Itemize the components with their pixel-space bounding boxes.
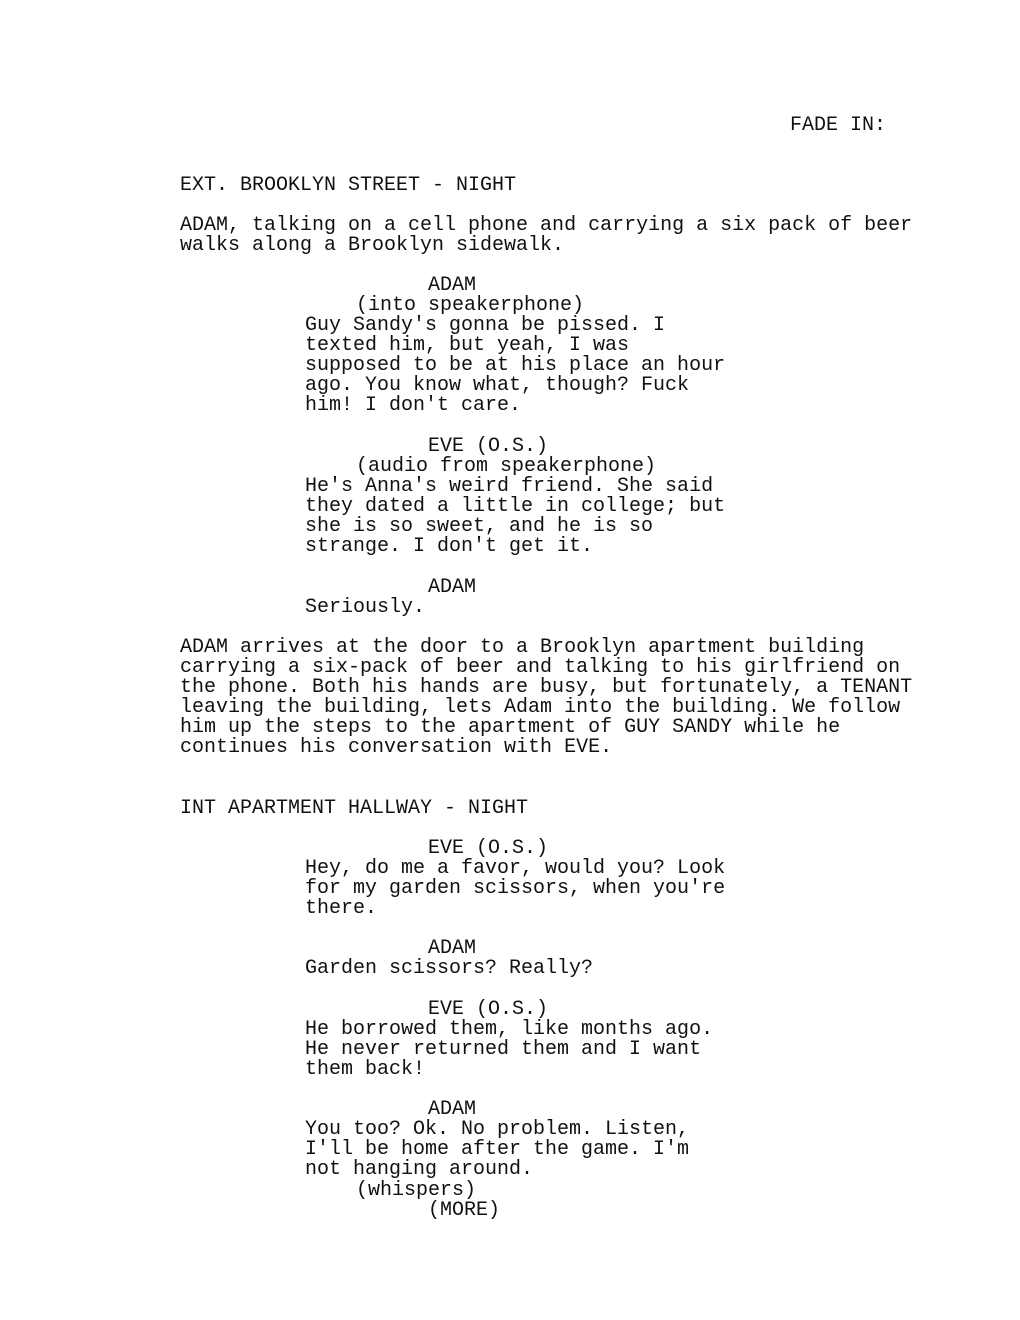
dialogue-line: him! I don't care. <box>305 394 522 417</box>
dialogue-line: she is so sweet, and he is so <box>305 515 654 538</box>
parenthetical: (whispers) <box>356 1179 477 1202</box>
transition: FADE IN: <box>790 114 887 137</box>
dialogue-line: Seriously. <box>305 596 426 619</box>
parenthetical: (audio from speakerphone) <box>356 455 657 478</box>
dialogue-line: there. <box>305 897 378 920</box>
dialogue-line: texted him, but yeah, I was <box>305 334 630 357</box>
dialogue-line: Hey, do me a favor, would you? Look <box>305 857 726 880</box>
action-line: the phone. Both his hands are busy, but fortunately, a TENANT <box>180 676 913 699</box>
dialogue-line: Garden scissors? Really? <box>305 957 594 980</box>
dialogue-line: He's Anna's weird friend. She said <box>305 475 714 498</box>
action-line: leaving the building, lets Adam into the building. We follow <box>180 696 901 719</box>
character-name: EVE (O.S.) <box>428 998 549 1021</box>
dialogue-line: not hanging around. <box>305 1158 534 1181</box>
dialogue-line: He borrowed them, like months ago. <box>305 1018 714 1041</box>
action-line: ADAM, talking on a cell phone and carrying a six pack of beer <box>180 214 913 237</box>
dialogue-line: Guy Sandy's gonna be pissed. I <box>305 314 666 337</box>
dialogue-line: for my garden scissors, when you're <box>305 877 726 900</box>
parenthetical: (into speakerphone) <box>356 294 585 317</box>
dialogue-line: they dated a little in college; but <box>305 495 726 518</box>
action-line: him up the steps to the apartment of GUY SANDY while he <box>180 716 841 739</box>
dialogue-line: He never returned them and I want <box>305 1038 702 1061</box>
character-name: EVE (O.S.) <box>428 837 549 860</box>
dialogue-line: strange. I don't get it. <box>305 535 594 558</box>
action-line: walks along a Brooklyn sidewalk. <box>180 234 565 257</box>
dialogue-line: You too? Ok. No problem. Listen, <box>305 1118 690 1141</box>
character-name: ADAM <box>428 1098 477 1121</box>
character-name: EVE (O.S.) <box>428 435 549 458</box>
dialogue-line: them back! <box>305 1058 426 1081</box>
dialogue-line: I'll be home after the game. I'm <box>305 1138 690 1161</box>
action-line: continues his conversation with EVE. <box>180 736 613 759</box>
action-line: ADAM arrives at the door to a Brooklyn apartment building <box>180 636 865 659</box>
character-name: ADAM <box>428 576 477 599</box>
more-continuation: (MORE) <box>428 1199 501 1222</box>
scene-heading: EXT. BROOKLYN STREET - NIGHT <box>180 174 517 197</box>
character-name: ADAM <box>428 274 477 297</box>
dialogue-line: supposed to be at his place an hour <box>305 354 726 377</box>
scene-heading: INT APARTMENT HALLWAY - NIGHT <box>180 797 529 820</box>
dialogue-line: ago. You know what, though? Fuck <box>305 374 690 397</box>
action-line: carrying a six-pack of beer and talking to his girlfriend on <box>180 656 901 679</box>
character-name: ADAM <box>428 937 477 960</box>
